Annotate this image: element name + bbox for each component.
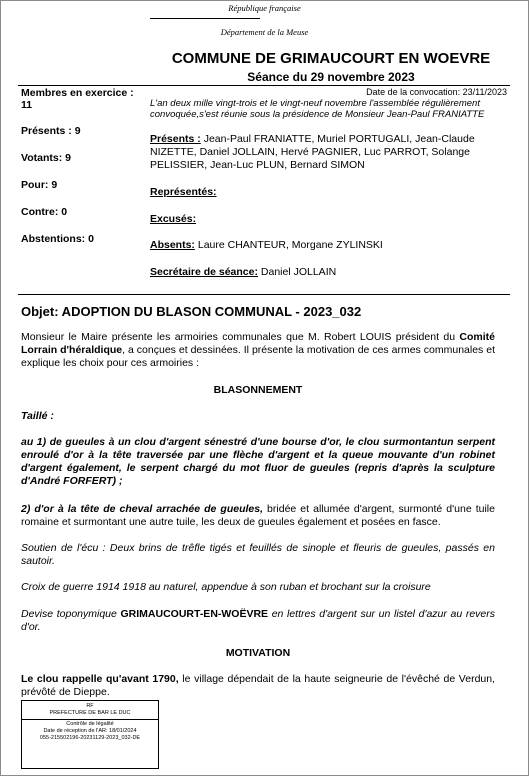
objet-separator <box>18 294 510 295</box>
contre-count: Contre: 0 <box>21 206 68 218</box>
devise-prefix: Devise toponymique <box>21 608 121 620</box>
commune-title: COMMUNE DE GRIMAUCOURT EN WOEVRE <box>171 50 491 67</box>
absents-names: Laure CHANTEUR, Morgane ZYLINSKI <box>197 239 383 251</box>
department-label: Département de la Meuse <box>220 27 309 37</box>
stamp-reception: Date de réception de l'AR: 18/01/2024 <box>43 728 137 734</box>
convocation-date: Date de la convocation: 23/11/2023 <box>366 87 507 97</box>
blason-paragraph-4: Croix de guerre 1914 1918 au naturel, appendue à son ruban et brochant sur la croisure <box>21 581 431 593</box>
intro-rest: , a conçues et dessinées. Il présente la motivation de ces armes communales et explique les choix pour ces armoiries : <box>21 344 496 369</box>
blason-paragraph-3: Soutien de l'écu : Deux brins de trêfle tigés et feuillés de sinople et fleuris de gueules, passés en sautoir. <box>21 542 495 567</box>
members-value: 11 <box>21 99 33 111</box>
excuses-label: Excusés: <box>150 213 197 225</box>
intro-paragraph <box>21 331 495 370</box>
presents-label: Présents : <box>150 133 201 145</box>
intro-committee: Comité Lorrain d'héraldique <box>21 331 496 356</box>
stamp-rf: RF <box>86 703 94 709</box>
stamp-details <box>22 719 158 742</box>
members-label: Membres en exercice : <box>21 87 134 99</box>
motivation-rest: le village dépendait de la haute seigneurie de l'évêché de Verdun, prévôté de Dieppe. <box>21 673 496 698</box>
blason-p2-bold: 2) d'or à la tête de cheval arrachée de gueules, <box>21 503 264 515</box>
taille-label: Taillé : <box>21 410 54 422</box>
blason-paragraph-2 <box>21 503 495 529</box>
motivation-paragraph <box>21 673 495 699</box>
blason-paragraph-5 <box>21 608 495 634</box>
objet-heading: Objet: ADOPTION DU BLASON COMMUNAL - 2023_032 <box>21 304 362 319</box>
representes-label: Représentés: <box>150 186 217 198</box>
session-date: Séance du 29 novembre 2023 <box>247 70 415 84</box>
motivation-bold: Le clou rappelle qu'avant 1790, <box>21 673 179 685</box>
pour-count: Pour: 9 <box>21 179 58 191</box>
excuses-block <box>150 213 512 226</box>
header-divider <box>150 18 260 19</box>
devise-suffix: en lettres d'argent sur un listel d'azur au revers d'or. <box>21 608 495 633</box>
motivation-heading: MOTIVATION <box>225 647 291 659</box>
secretaire-label: Secrétaire de séance: <box>150 266 258 278</box>
republic-label: République française <box>228 3 301 13</box>
stamp-controle: Contrôle de légalité <box>66 721 114 727</box>
representes-block <box>150 186 512 199</box>
secretaire-name: Daniel JOLLAIN <box>260 266 337 278</box>
absents-block <box>150 239 512 252</box>
prefecture-stamp <box>21 700 159 769</box>
votants-count: Votants: 9 <box>21 152 71 164</box>
presents-count: Présents : 9 <box>21 125 81 137</box>
presents-block <box>150 133 512 172</box>
secretaire-block <box>150 266 512 279</box>
stamp-code: 055-215502196-20231129-2023_032-DE <box>39 735 141 741</box>
blasonnement-heading: BLASONNEMENT <box>213 384 303 396</box>
top-separator <box>18 85 510 86</box>
abstentions-count: Abstentions: 0 <box>21 233 94 245</box>
presents-names: Jean-Paul FRANIATTE, Muriel PORTUGALI, Jean-Claude NIZETTE, Daniel JOLLAIN, Hervé PAGNIER, Luc PARROT, Solange PELISSIER, Jean-Luc PLUN, Bernard SIMON <box>150 133 475 171</box>
absents-label: Absents: <box>150 239 195 251</box>
stamp-prefecture: PREFECTURE DE BAR LE DUC <box>49 710 131 716</box>
preamble-text: L'an deux mille vingt-trois et le vingt-neuf novembre l'assemblée régulièrement convoquée,s'est réunie sous la présidence de Monsieur Jean-Paul FRANIATTE <box>150 98 485 120</box>
blason-p2-rest: bridée et allumée d'argent, surmonté d'une tuile romaine et surmontant une autre tuile, les deux de gueules également et posées en fasce. <box>21 503 495 528</box>
blason-paragraph-1: au 1) de gueules à un clou d'argent sénestré d'une bourse d'or, le clou surmontantun serpent enroulé d'or à la tête traversée par une flèche d'argent et la queue mouvante d'un robinet d'argent également, le serpent chargé du mot fluor de gueules (repris d'après la sculpture d'André FORFERT) ; <box>21 436 495 487</box>
intro-line-1: Monsieur le Maire présente les armoiries communales que M. Robert LOUIS président du <box>21 331 456 343</box>
devise-name: GRIMAUCOURT-EN-WOËVRE <box>120 608 269 620</box>
